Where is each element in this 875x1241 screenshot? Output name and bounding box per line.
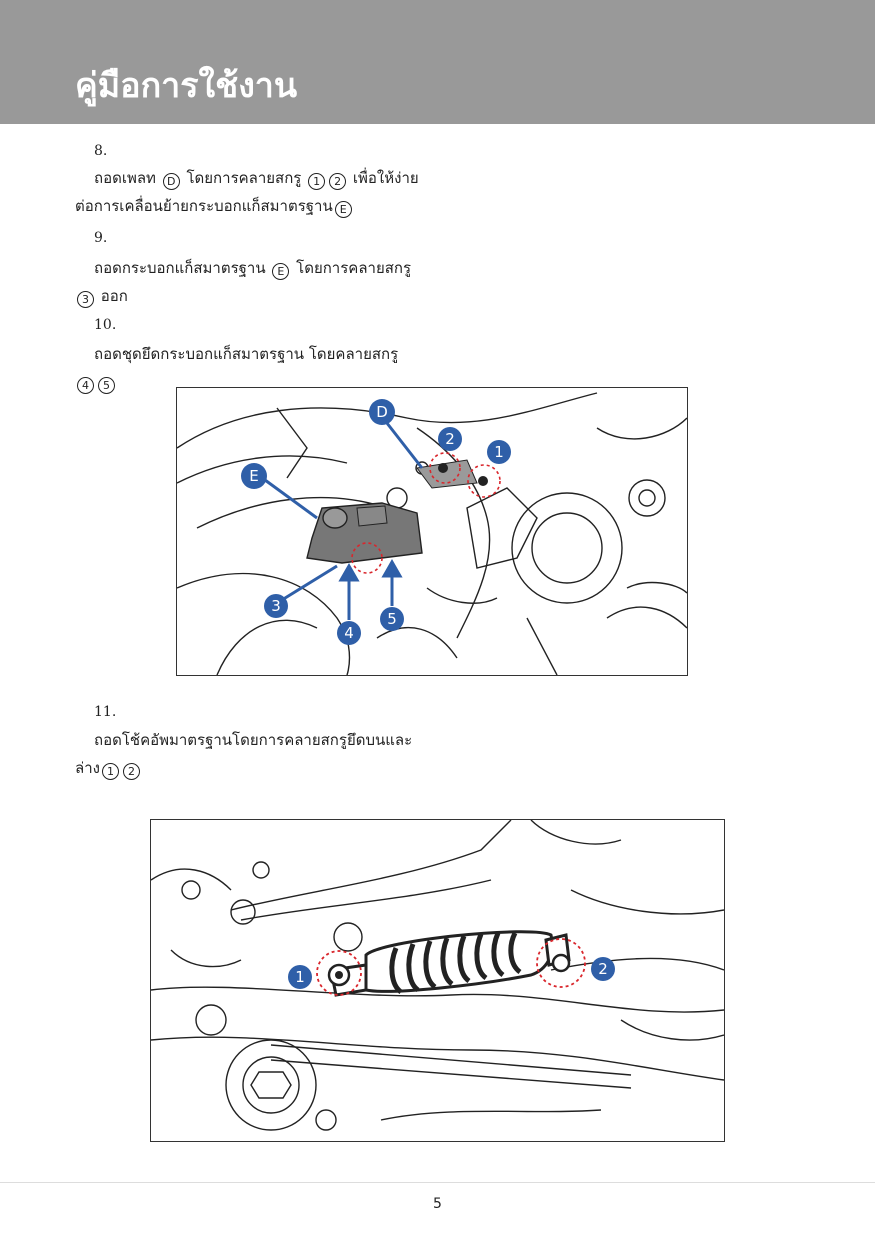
step-number-8: 8.	[94, 143, 108, 159]
svg-text:E: E	[249, 467, 259, 485]
figure-shock-absorber-removal	[150, 819, 725, 1142]
step-number-10: 10.	[94, 317, 117, 333]
svg-text:1: 1	[494, 443, 504, 461]
footer-divider	[0, 1182, 875, 1183]
circled-mark: 2	[329, 173, 346, 190]
step-9-text: ถอดกระบอกแก็สมาตรฐาน E โดยการคลายสกรู 3 ออก	[75, 254, 435, 310]
callout-3	[264, 594, 288, 618]
circled-mark: 5	[98, 377, 115, 394]
page-title: คู่มือการใช้งาน	[75, 66, 298, 106]
figure-2-illustration	[151, 820, 724, 1141]
figure-gas-cylinder-removal	[176, 387, 688, 676]
callout-2	[591, 957, 615, 981]
svg-text:2: 2	[598, 960, 608, 978]
circled-mark: 2	[123, 763, 140, 780]
step-number-9: 9.	[94, 230, 108, 246]
callout-5	[380, 607, 404, 631]
callout-1	[288, 965, 312, 989]
callout-2	[438, 427, 462, 451]
svg-text:1: 1	[295, 968, 305, 986]
circled-mark: 1	[308, 173, 325, 190]
page-number: 5	[433, 1196, 442, 1212]
svg-text:5: 5	[387, 610, 397, 628]
shock-absorber-shape	[331, 932, 569, 995]
circled-mark: D	[163, 173, 180, 190]
gas-cylinder-shape	[307, 503, 422, 563]
step-8-text: ถอดเพลท D โดยการคลายสกรู 1 2 เพื่อให้ง่าย ต่อการเคลื่อนย้ายกระบอกแก็สมาตรฐาน E	[75, 169, 419, 216]
circled-mark: 1	[102, 763, 119, 780]
svg-text:2: 2	[445, 430, 455, 448]
svg-text:4: 4	[344, 624, 354, 642]
page-header	[0, 0, 875, 124]
figure-1-illustration	[177, 388, 687, 675]
step-10-text: ถอดชุดยึดกระบอกแก็สมาตรฐาน โดยคลายสกรู 4 5	[75, 340, 435, 396]
callout-1	[487, 440, 511, 464]
callout-d	[369, 399, 395, 425]
step-11-text: ถอดโช้คอัพมาตรฐานโดยการคลายสกรูยึดบนและ ล่าง 1 2	[75, 731, 413, 778]
circled-mark: 4	[77, 377, 94, 394]
svg-text:3: 3	[271, 597, 281, 615]
callout-e	[241, 463, 267, 489]
circled-mark: 3	[77, 291, 94, 308]
callout-4	[337, 621, 361, 645]
circled-mark: E	[272, 263, 289, 280]
svg-text:D: D	[376, 403, 388, 421]
step-number-11: 11.	[94, 704, 117, 720]
circled-mark: E	[335, 201, 352, 218]
